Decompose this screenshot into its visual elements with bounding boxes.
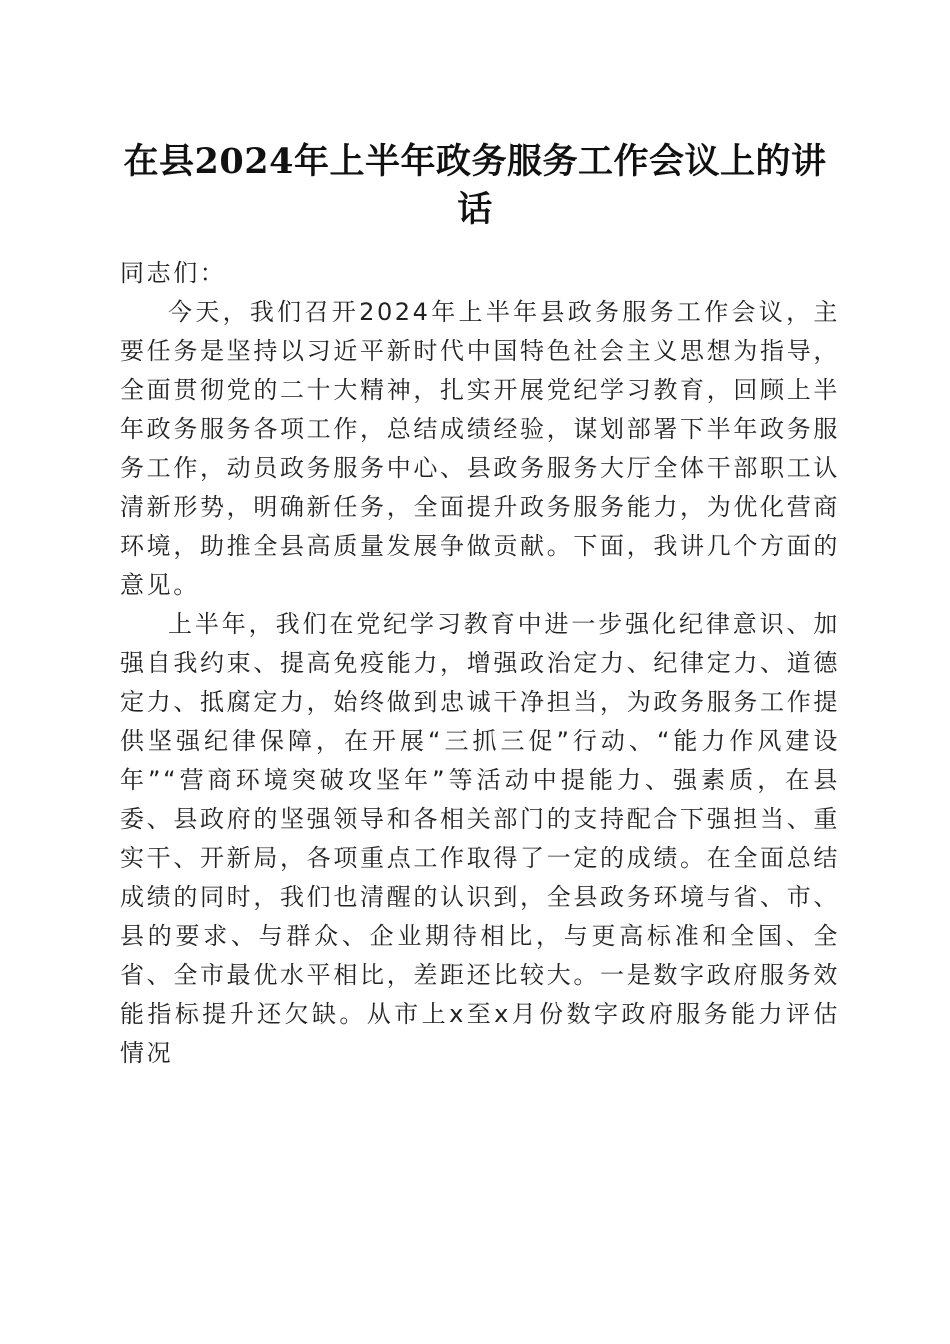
- salutation: 同志们：: [120, 259, 227, 287]
- paragraph-review: 上半年，我们在党纪学习教育中进一步强化纪律意识、加强自我约束、提高免疫能力，增强政治定力、纪律定力、道德定力、抵腐定力，始终做到忠诚干净担当，为政务服务工作提供坚强纪律保障，在开展“三抓三促”行动、“能力作风建设年”“营商环境突破攻坚年”等活动中提能力、强素质，在县委、县政府的坚强领导和各相关部门的支持配合下强担当、重实干、开新局，各项重点工作取得了一定的成绩。在全面总结成绩的同时，我们也清醒的认识到，全县政务环境与省、市、县的要求、与群众、企业期待相比，与更高标准和全国、全省、全市最优水平相比，差距还比较大。一是数字政府服务效能指标提升还欠缺。从市上x至x月份数字政府服务能力评估情况: [120, 610, 840, 1067]
- document-title: 在县2024年上半年政务服务工作会议上的讲话: [123, 141, 827, 230]
- paragraph-opening: 今天，我们召开2024年上半年县政务服务工作会议，主要任务是坚持以习近平新时代中国特色社会主义思想为指导，全面贯彻党的二十大精神，扎实开展党纪学习教育，回顾上半年政务服务各项工作，总结成绩经验，谋划部署下半年政务服务工作，动员政务服务中心、县政务服务大厅全体干部职工认清新形势，明确新任务，全面提升政务服务能力，为优化营商环境，助推全县高质量发展争做贡献。下面，我讲几个方面的意见。: [120, 298, 840, 599]
- document-body: [120, 254, 840, 1073]
